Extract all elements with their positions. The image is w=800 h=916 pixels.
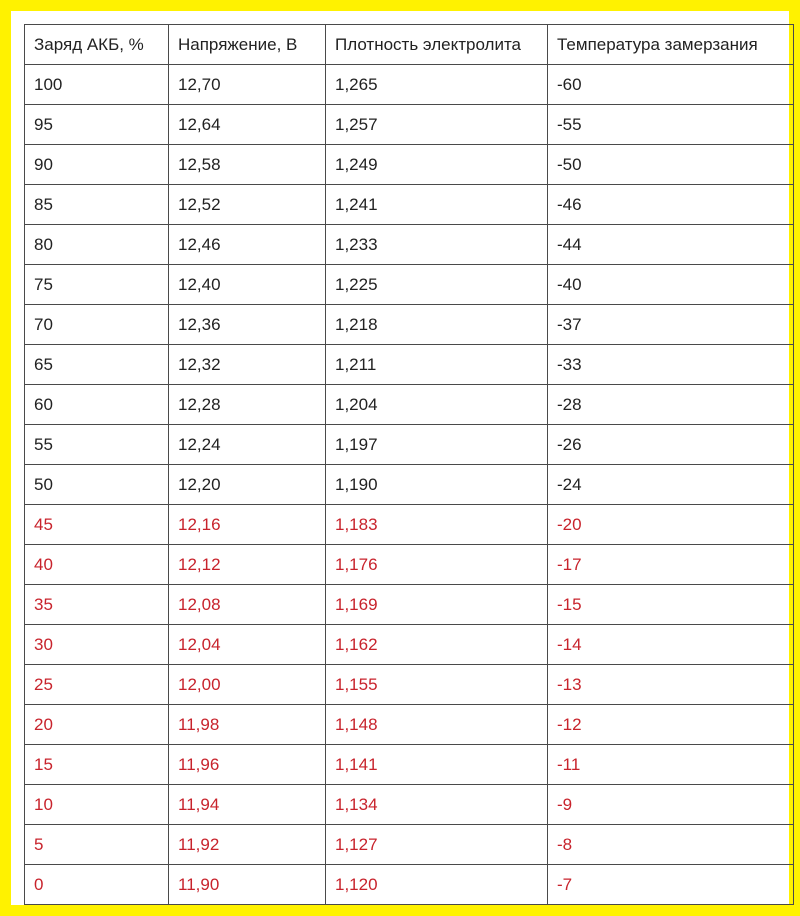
cell-density: 1,176 xyxy=(326,545,548,585)
header-row xyxy=(25,25,794,65)
header-freezing-temp: Температура замерзания xyxy=(548,25,794,65)
cell-density: 1,148 xyxy=(326,705,548,745)
cell-density: 1,197 xyxy=(326,425,548,465)
cell-voltage: 12,36 xyxy=(169,305,326,345)
table-row xyxy=(25,305,794,345)
table-row xyxy=(25,105,794,145)
cell-freezing-temp: -37 xyxy=(548,305,794,345)
cell-density: 1,190 xyxy=(326,465,548,505)
cell-charge: 70 xyxy=(25,305,169,345)
cell-charge: 80 xyxy=(25,225,169,265)
cell-voltage: 11,94 xyxy=(169,785,326,825)
cell-freezing-temp: -15 xyxy=(548,585,794,625)
cell-density: 1,233 xyxy=(326,225,548,265)
table-row xyxy=(25,825,794,865)
cell-density: 1,265 xyxy=(326,65,548,105)
cell-freezing-temp: -13 xyxy=(548,665,794,705)
cell-density: 1,241 xyxy=(326,185,548,225)
cell-charge: 60 xyxy=(25,385,169,425)
table-row xyxy=(25,705,794,745)
cell-density: 1,155 xyxy=(326,665,548,705)
cell-density: 1,169 xyxy=(326,585,548,625)
table-row xyxy=(25,185,794,225)
cell-freezing-temp: -12 xyxy=(548,705,794,745)
cell-density: 1,120 xyxy=(326,865,548,905)
cell-density: 1,218 xyxy=(326,305,548,345)
cell-freezing-temp: -28 xyxy=(548,385,794,425)
cell-charge: 100 xyxy=(25,65,169,105)
battery-charge-table xyxy=(24,24,794,905)
cell-charge: 30 xyxy=(25,625,169,665)
header-voltage: Напряжение, В xyxy=(169,25,326,65)
cell-freezing-temp: -33 xyxy=(548,345,794,385)
cell-freezing-temp: -8 xyxy=(548,825,794,865)
cell-density: 1,183 xyxy=(326,505,548,545)
table-row xyxy=(25,465,794,505)
cell-voltage: 12,20 xyxy=(169,465,326,505)
cell-freezing-temp: -46 xyxy=(548,185,794,225)
cell-freezing-temp: -17 xyxy=(548,545,794,585)
table-row xyxy=(25,745,794,785)
cell-voltage: 12,16 xyxy=(169,505,326,545)
table-row xyxy=(25,65,794,105)
cell-freezing-temp: -9 xyxy=(548,785,794,825)
cell-freezing-temp: -20 xyxy=(548,505,794,545)
table-row xyxy=(25,545,794,585)
cell-voltage: 12,70 xyxy=(169,65,326,105)
cell-density: 1,225 xyxy=(326,265,548,305)
cell-voltage: 12,32 xyxy=(169,345,326,385)
header-charge: Заряд АКБ, % xyxy=(25,25,169,65)
cell-charge: 40 xyxy=(25,545,169,585)
cell-charge: 75 xyxy=(25,265,169,305)
cell-freezing-temp: -11 xyxy=(548,745,794,785)
cell-charge: 55 xyxy=(25,425,169,465)
header-density: Плотность электролита xyxy=(326,25,548,65)
cell-charge: 25 xyxy=(25,665,169,705)
cell-density: 1,134 xyxy=(326,785,548,825)
cell-voltage: 11,96 xyxy=(169,745,326,785)
cell-voltage: 12,00 xyxy=(169,665,326,705)
cell-voltage: 11,92 xyxy=(169,825,326,865)
table-row xyxy=(25,785,794,825)
cell-voltage: 12,12 xyxy=(169,545,326,585)
table-row xyxy=(25,425,794,465)
table-row xyxy=(25,345,794,385)
cell-voltage: 12,58 xyxy=(169,145,326,185)
cell-density: 1,211 xyxy=(326,345,548,385)
cell-charge: 50 xyxy=(25,465,169,505)
cell-voltage: 12,64 xyxy=(169,105,326,145)
cell-freezing-temp: -50 xyxy=(548,145,794,185)
table-row xyxy=(25,625,794,665)
cell-voltage: 12,08 xyxy=(169,585,326,625)
cell-charge: 95 xyxy=(25,105,169,145)
cell-voltage: 12,28 xyxy=(169,385,326,425)
cell-voltage: 12,40 xyxy=(169,265,326,305)
table-row xyxy=(25,145,794,185)
cell-freezing-temp: -44 xyxy=(548,225,794,265)
cell-charge: 20 xyxy=(25,705,169,745)
cell-freezing-temp: -40 xyxy=(548,265,794,305)
cell-freezing-temp: -7 xyxy=(548,865,794,905)
table-row xyxy=(25,385,794,425)
cell-charge: 15 xyxy=(25,745,169,785)
table-row xyxy=(25,225,794,265)
table-row xyxy=(25,865,794,905)
cell-density: 1,127 xyxy=(326,825,548,865)
cell-voltage: 12,24 xyxy=(169,425,326,465)
cell-density: 1,249 xyxy=(326,145,548,185)
cell-voltage: 12,46 xyxy=(169,225,326,265)
table-row xyxy=(25,505,794,545)
cell-freezing-temp: -60 xyxy=(548,65,794,105)
cell-charge: 10 xyxy=(25,785,169,825)
cell-density: 1,141 xyxy=(326,745,548,785)
cell-voltage: 12,04 xyxy=(169,625,326,665)
cell-density: 1,257 xyxy=(326,105,548,145)
cell-freezing-temp: -14 xyxy=(548,625,794,665)
cell-voltage: 11,98 xyxy=(169,705,326,745)
table-row xyxy=(25,665,794,705)
cell-freezing-temp: -55 xyxy=(548,105,794,145)
table-body xyxy=(25,65,794,905)
cell-density: 1,162 xyxy=(326,625,548,665)
cell-charge: 65 xyxy=(25,345,169,385)
cell-charge: 5 xyxy=(25,825,169,865)
cell-density: 1,204 xyxy=(326,385,548,425)
cell-charge: 85 xyxy=(25,185,169,225)
cell-charge: 0 xyxy=(25,865,169,905)
table-row xyxy=(25,585,794,625)
cell-voltage: 12,52 xyxy=(169,185,326,225)
table-row xyxy=(25,265,794,305)
cell-charge: 90 xyxy=(25,145,169,185)
cell-charge: 45 xyxy=(25,505,169,545)
cell-freezing-temp: -26 xyxy=(548,425,794,465)
cell-voltage: 11,90 xyxy=(169,865,326,905)
cell-freezing-temp: -24 xyxy=(548,465,794,505)
cell-charge: 35 xyxy=(25,585,169,625)
